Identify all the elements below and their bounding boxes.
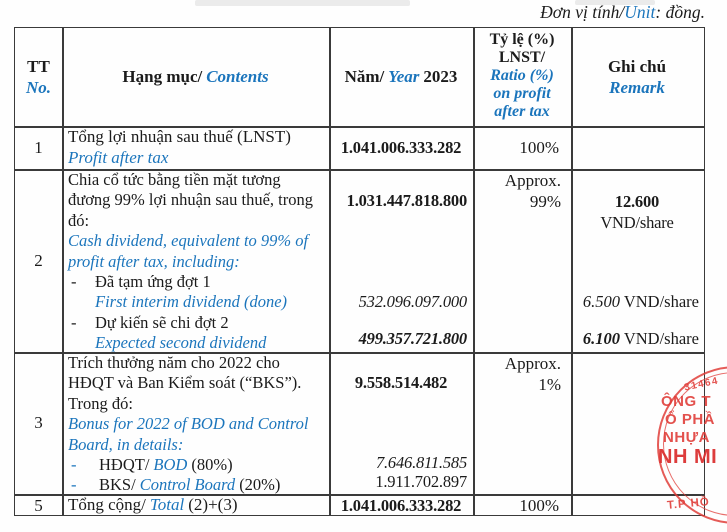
row2-sub1-en: First interim dividend (done) xyxy=(95,292,288,312)
row3-sub1-vi: HĐQT/ xyxy=(99,455,150,475)
row2-cell-no xyxy=(15,169,62,352)
header-ratio-en2: on profit xyxy=(493,85,551,102)
stamp-text-line4: NH MI xyxy=(658,446,718,468)
row3-contents-vi: Trích thưởng năm cho 2022 cho HĐQT và Ban Kiểm soát (“BKS”). Trong đó: xyxy=(68,353,302,413)
total-cell-no xyxy=(15,494,62,517)
unit-note-suffix: : đồng. xyxy=(655,2,705,22)
row3-subitem2 xyxy=(68,475,326,495)
row2-contents-en: Cash dividend, equivalent to 99% of profit after tax, including: xyxy=(68,231,309,271)
unit-note-en: Unit xyxy=(624,2,656,22)
row2-sub1-remark xyxy=(571,292,703,312)
row3-sub2-en: Control Board xyxy=(139,474,236,494)
stamp-arc-number: 31464 xyxy=(683,375,721,394)
row2-sub2-value: 499.357.721.800 xyxy=(358,329,467,348)
total-label-formula: (2)+(3) xyxy=(188,495,238,514)
total-ratio: 100% xyxy=(519,495,559,515)
row2-cell-remark xyxy=(571,169,703,352)
row3-sub1-pct: (80%) xyxy=(191,455,233,475)
row1-no: 1 xyxy=(34,137,43,157)
row1-contents-en: Profit after tax xyxy=(68,148,169,167)
row3-sub2-value: 1.911.702.897 xyxy=(375,472,467,491)
header-ratio-vi1: Tỷ lệ (%) xyxy=(489,31,555,48)
row2-cell-ratio xyxy=(473,169,571,352)
row2-remark-unit: VND/share xyxy=(600,213,674,232)
stamp-text-line1: ÔNG T xyxy=(661,393,711,410)
row2-value: 1.031.447.818.800 xyxy=(346,191,467,210)
row1-cell-ratio xyxy=(473,126,571,169)
row3-ratio-line1: Approx. xyxy=(504,354,561,373)
row3-sub2-dash: - xyxy=(71,474,77,494)
header-cell-ratio xyxy=(473,28,571,126)
row2-contents-vi: Chia cổ tức bằng tiền mặt tương đương 99% lợi nhuận sau thuế, trong đó: xyxy=(68,170,313,230)
row3-sub2-pct: (20%) xyxy=(239,474,281,494)
row2-sub2-en: Expected second dividend xyxy=(95,333,267,353)
header-cell-year xyxy=(329,28,473,126)
row2-sub2-remark-value: 6.100 xyxy=(582,329,621,348)
row3-cell-value xyxy=(329,352,473,494)
total-label-vi: Tổng cộng/ xyxy=(68,495,146,514)
row3-sub1-dash: - xyxy=(71,455,77,475)
row1-cell-contents xyxy=(62,126,329,169)
row3-sub2-vi: BKS/ xyxy=(99,474,136,494)
row2-cell-contents xyxy=(62,169,329,352)
total-cell-label xyxy=(62,494,329,517)
row3-ratio-line2: 1% xyxy=(538,375,561,394)
row2-sub1-remark-value: 6.500 xyxy=(582,292,621,311)
row1-ratio: 100% xyxy=(519,137,559,157)
row2-subitem1 xyxy=(68,272,326,292)
row3-value: 9.558.514.482 xyxy=(354,373,448,392)
scan-smudge xyxy=(195,0,410,6)
header-cell-no xyxy=(15,28,62,126)
row2-sub1-vi: Đã tạm ứng đợt 1 xyxy=(95,272,211,292)
header-year-vi: Năm/ xyxy=(344,67,385,86)
row2-sub2-remark-unit: VND/share xyxy=(623,329,699,348)
row2-sub2-dash: - xyxy=(71,312,77,332)
header-contents-en: Contents xyxy=(206,67,269,86)
header-no-vi: TT xyxy=(27,57,50,76)
header-cell-contents xyxy=(62,28,329,126)
header-cell-remark xyxy=(571,28,703,126)
row2-subitem2 xyxy=(68,313,326,333)
row2-sub2-vi: Dự kiến sẽ chi đợt 2 xyxy=(95,312,229,332)
stamp-text-line3: NHỰA xyxy=(663,429,710,446)
stamp-text-line2: Ổ PHẦ xyxy=(665,411,716,428)
row1-cell-value xyxy=(329,126,473,169)
header-no-en: No. xyxy=(25,78,52,97)
row2-no: 2 xyxy=(34,250,43,270)
row3-cell-ratio xyxy=(473,352,571,494)
row2-sub2-remark xyxy=(571,329,703,349)
row1-contents-vi: Tổng lợi nhuận sau thuế (LNST) xyxy=(68,127,291,146)
row1-cell-no xyxy=(15,126,62,169)
header-contents-vi: Hạng mục/ xyxy=(122,67,203,86)
row3-cell-contents xyxy=(62,352,329,494)
row2-cell-value xyxy=(329,169,473,352)
header-remark-en: Remark xyxy=(609,78,665,97)
stamp-text-bottom: T.P HỒ xyxy=(666,496,711,512)
header-remark-vi: Ghi chú xyxy=(607,57,667,76)
row3-sub1-value: 7.646.811.585 xyxy=(375,453,467,472)
header-ratio-en1: Ratio (%) xyxy=(490,67,554,84)
row2-sub1-remark-unit: VND/share xyxy=(623,292,699,311)
total-no: 5 xyxy=(34,495,43,515)
total-cell-ratio xyxy=(473,494,571,517)
total-label-en: Total xyxy=(149,495,185,514)
row3-no: 3 xyxy=(34,413,43,432)
row3-subitem1 xyxy=(68,455,326,475)
header-ratio-vi2: LNST/ xyxy=(498,49,546,66)
row3-contents-en: Bonus for 2022 of BOD and Control Board, in details: xyxy=(68,414,309,454)
row2-ratio-line1: Approx. xyxy=(504,171,561,190)
total-value: 1.041.006.333.282 xyxy=(340,495,462,515)
row3-sub1-en: BOD xyxy=(153,455,188,475)
header-ratio-en3: after tax xyxy=(494,103,550,120)
dividend-distribution-table xyxy=(14,27,705,516)
unit-note-vi: Đơn vị tính/ xyxy=(540,2,625,22)
row2-sub1-value: 532.096.097.000 xyxy=(358,292,467,311)
header-year-num: 2023 xyxy=(423,67,458,86)
unit-note xyxy=(540,2,705,23)
row1-value: 1.041.006.333.282 xyxy=(340,137,462,157)
header-year-en: Year xyxy=(388,67,420,86)
row2-sub1-dash: - xyxy=(71,272,77,292)
row2-ratio-line2: 99% xyxy=(529,192,561,211)
row3-cell-no xyxy=(15,352,62,494)
total-cell-value xyxy=(329,494,473,517)
row2-remark-value: 12.600 xyxy=(614,192,660,211)
